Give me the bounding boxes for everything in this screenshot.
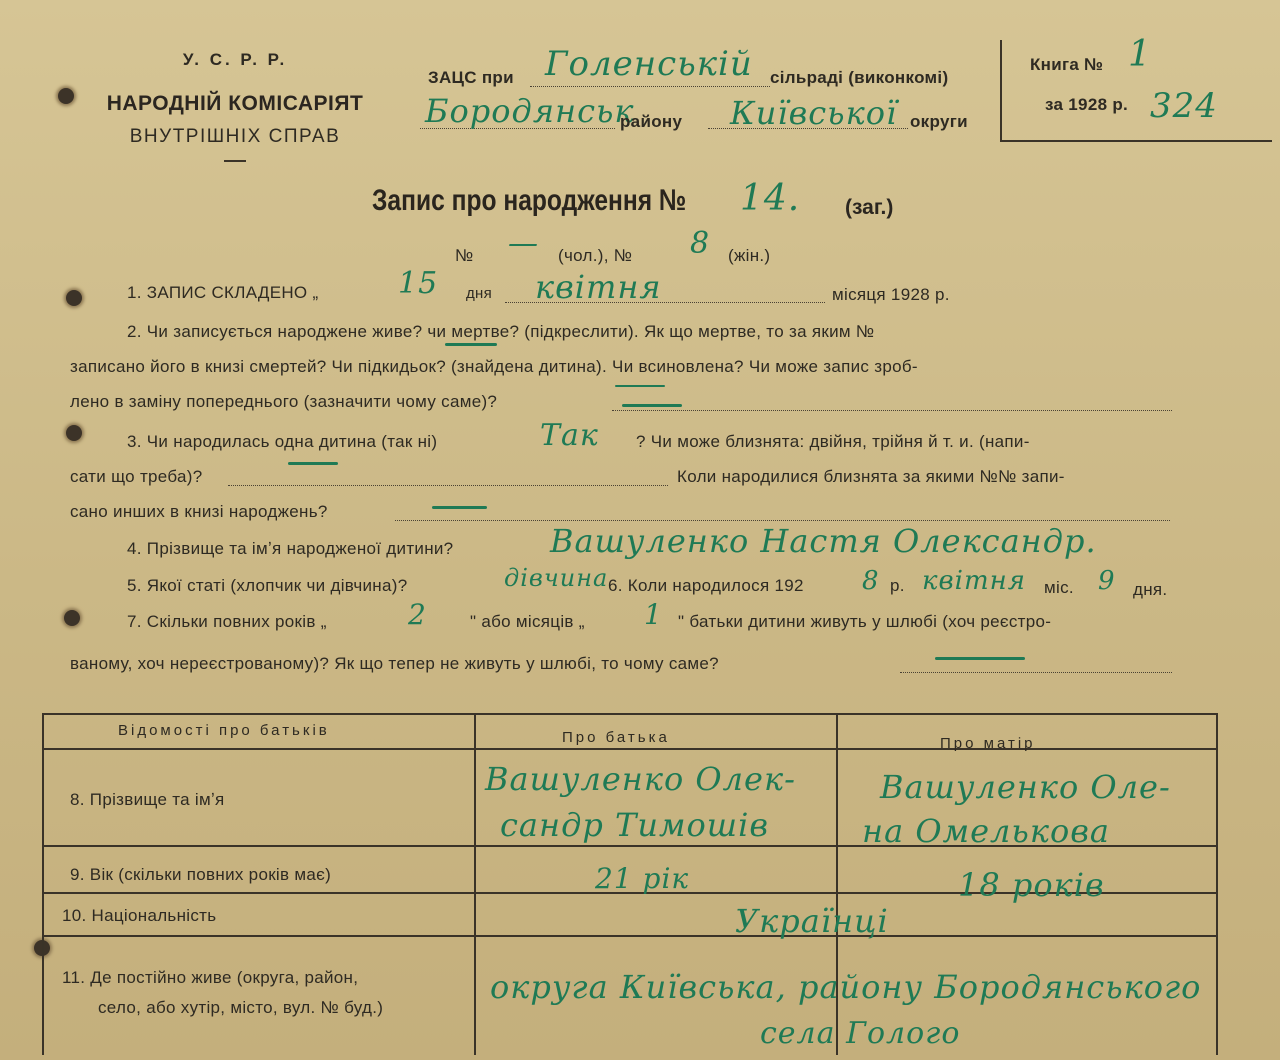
punch-hole	[58, 88, 74, 104]
item6-day-label: дня.	[1133, 580, 1168, 599]
item1-day-handwritten: 15	[398, 266, 439, 301]
book-page-handwritten: 324	[1150, 86, 1218, 126]
record-title-suffix: (заг.)	[845, 196, 894, 219]
child-sex-handwritten: дівчина	[504, 564, 609, 592]
item7-line2: ваному, хоч нереєстрованому)? Як що тепер не живуть у шлюбі, то чому саме?	[70, 654, 719, 673]
row10-label: 10. Національність	[62, 906, 217, 925]
child-name-handwritten: Вашуленко Настя Олександр.	[550, 522, 1097, 560]
item2-line1: 2. Чи записується народжене живе? чи мертве? (підкреслити). Як що мертве, то за яким №	[127, 322, 875, 341]
underline-mark	[622, 404, 682, 407]
underline-mark	[615, 385, 665, 387]
item3-line1b: ? Чи може близнята: двійня, трійня й т. и. (напи-	[636, 432, 1030, 451]
zags-village-handwritten: Голенській	[545, 44, 753, 84]
item2-line3: лено в заміну попереднього (зазначити чому саме)?	[70, 392, 498, 411]
table-header-father: Про батька	[562, 729, 670, 746]
marriage-months-handwritten: 1	[644, 598, 663, 631]
father-name-line2: сандр Тимошів	[500, 806, 769, 844]
underline-mark	[432, 506, 487, 509]
book-number-handwritten: 1	[1128, 34, 1152, 75]
district-label: району	[620, 112, 683, 131]
underline-mark	[935, 657, 1025, 660]
punch-hole	[66, 425, 82, 441]
zags-prefix: ЗАЦС при	[428, 68, 514, 87]
item1-post: місяця 1928 р.	[832, 285, 950, 304]
row11-label-line2: село, або хутір, місто, вул. № буд.)	[98, 998, 384, 1017]
mother-name-line1: Вашуленко Оле-	[880, 768, 1171, 806]
underline-mark	[288, 462, 338, 465]
item1-month-handwritten: квітня	[535, 268, 662, 306]
record-number-handwritten: 14.	[740, 178, 801, 219]
item7-line1b: " або місяців „	[470, 612, 585, 631]
item3-line1a: 3. Чи народилась одна дитина (так ні)	[127, 432, 438, 451]
female-number-handwritten: 8	[690, 226, 711, 261]
item3-single-handwritten: Так	[540, 418, 599, 453]
zags-suffix: сільраді (виконкомі)	[770, 68, 949, 87]
male-label-pre: №	[455, 246, 474, 265]
table-header-mother: Про матір	[940, 735, 1036, 752]
commissariat-dept: ВНУТРІШНІХ СПРАВ	[129, 126, 341, 147]
item1-pre: 1. ЗАПИС СКЛАДЕНО „	[127, 283, 319, 302]
underline-mark	[445, 343, 497, 346]
item3-line2b: Коли народилися близнята за якими №№ запи-	[677, 467, 1065, 486]
birth-day-handwritten: 9	[1098, 566, 1116, 596]
mother-age-handwritten: 18 років	[958, 866, 1105, 904]
okrug-handwritten: Київської	[730, 94, 898, 132]
item6-month-label: міс.	[1044, 578, 1074, 597]
birth-month-handwritten: квітня	[922, 566, 1026, 596]
item7-line1a: 7. Скільки повних років „	[127, 612, 327, 631]
record-title: Запис про народження №	[372, 184, 687, 217]
punch-hole	[64, 610, 80, 626]
state-abbrev: У. С. Р. Р.	[182, 50, 288, 69]
item7-line1c: " батьки дитини живуть у шлюбі (хоч реєстро-	[678, 612, 1052, 631]
birth-year-handwritten: 8	[862, 566, 880, 596]
residence-handwritten-line2: села Голого	[760, 1016, 961, 1051]
male-label: (чол.), №	[558, 246, 633, 265]
item6-year-suffix: р.	[890, 576, 905, 595]
row9-label: 9. Вік (скільки повних років має)	[70, 865, 332, 884]
district-handwritten: Бородянськ	[425, 92, 635, 130]
item5-label: 5. Якої статі (хлопчик чи дівчина)?	[127, 576, 408, 595]
item3-line2a: сати що треба)?	[70, 467, 203, 486]
male-number-handwritten: —	[508, 226, 539, 261]
commissariat-name: НАРОДНІЙ КОМІСАРІЯТ	[106, 92, 364, 115]
row11-label-line1: 11. Де постійно живе (округа, район,	[62, 968, 359, 987]
nationality-handwritten: Українці	[735, 902, 889, 940]
okrug-label: округи	[910, 112, 968, 131]
female-label: (жін.)	[728, 246, 771, 265]
father-age-handwritten: 21 рік	[595, 862, 690, 895]
mother-name-line2: на Омелькова	[862, 812, 1110, 850]
divider	[224, 160, 246, 162]
item1-day-label: дня	[466, 285, 493, 302]
item6-label: 6. Коли народилося 192	[608, 576, 804, 595]
item4-label: 4. Прізвище та імʼя народженої дитини?	[127, 539, 454, 558]
father-name-line1: Вашуленко Олек-	[485, 760, 796, 798]
book-label: Книга №	[1030, 55, 1104, 74]
marriage-years-handwritten: 2	[408, 598, 427, 631]
row8-label: 8. Прізвище та імʼя	[70, 790, 225, 809]
book-year: за 1928 р.	[1045, 95, 1129, 114]
punch-hole	[66, 290, 82, 306]
item2-line2: записано його в книзі смертей? Чи підкидьок? (знайдена дитина). Чи всиновлена? Чи може запис зроб-	[70, 357, 918, 376]
table-header-parents: Відомості про батьків	[118, 722, 330, 739]
residence-handwritten-line1: округа Київська, району Бородянського	[490, 968, 1202, 1006]
item3-line3: сано инших в книзі народжень?	[70, 502, 328, 521]
